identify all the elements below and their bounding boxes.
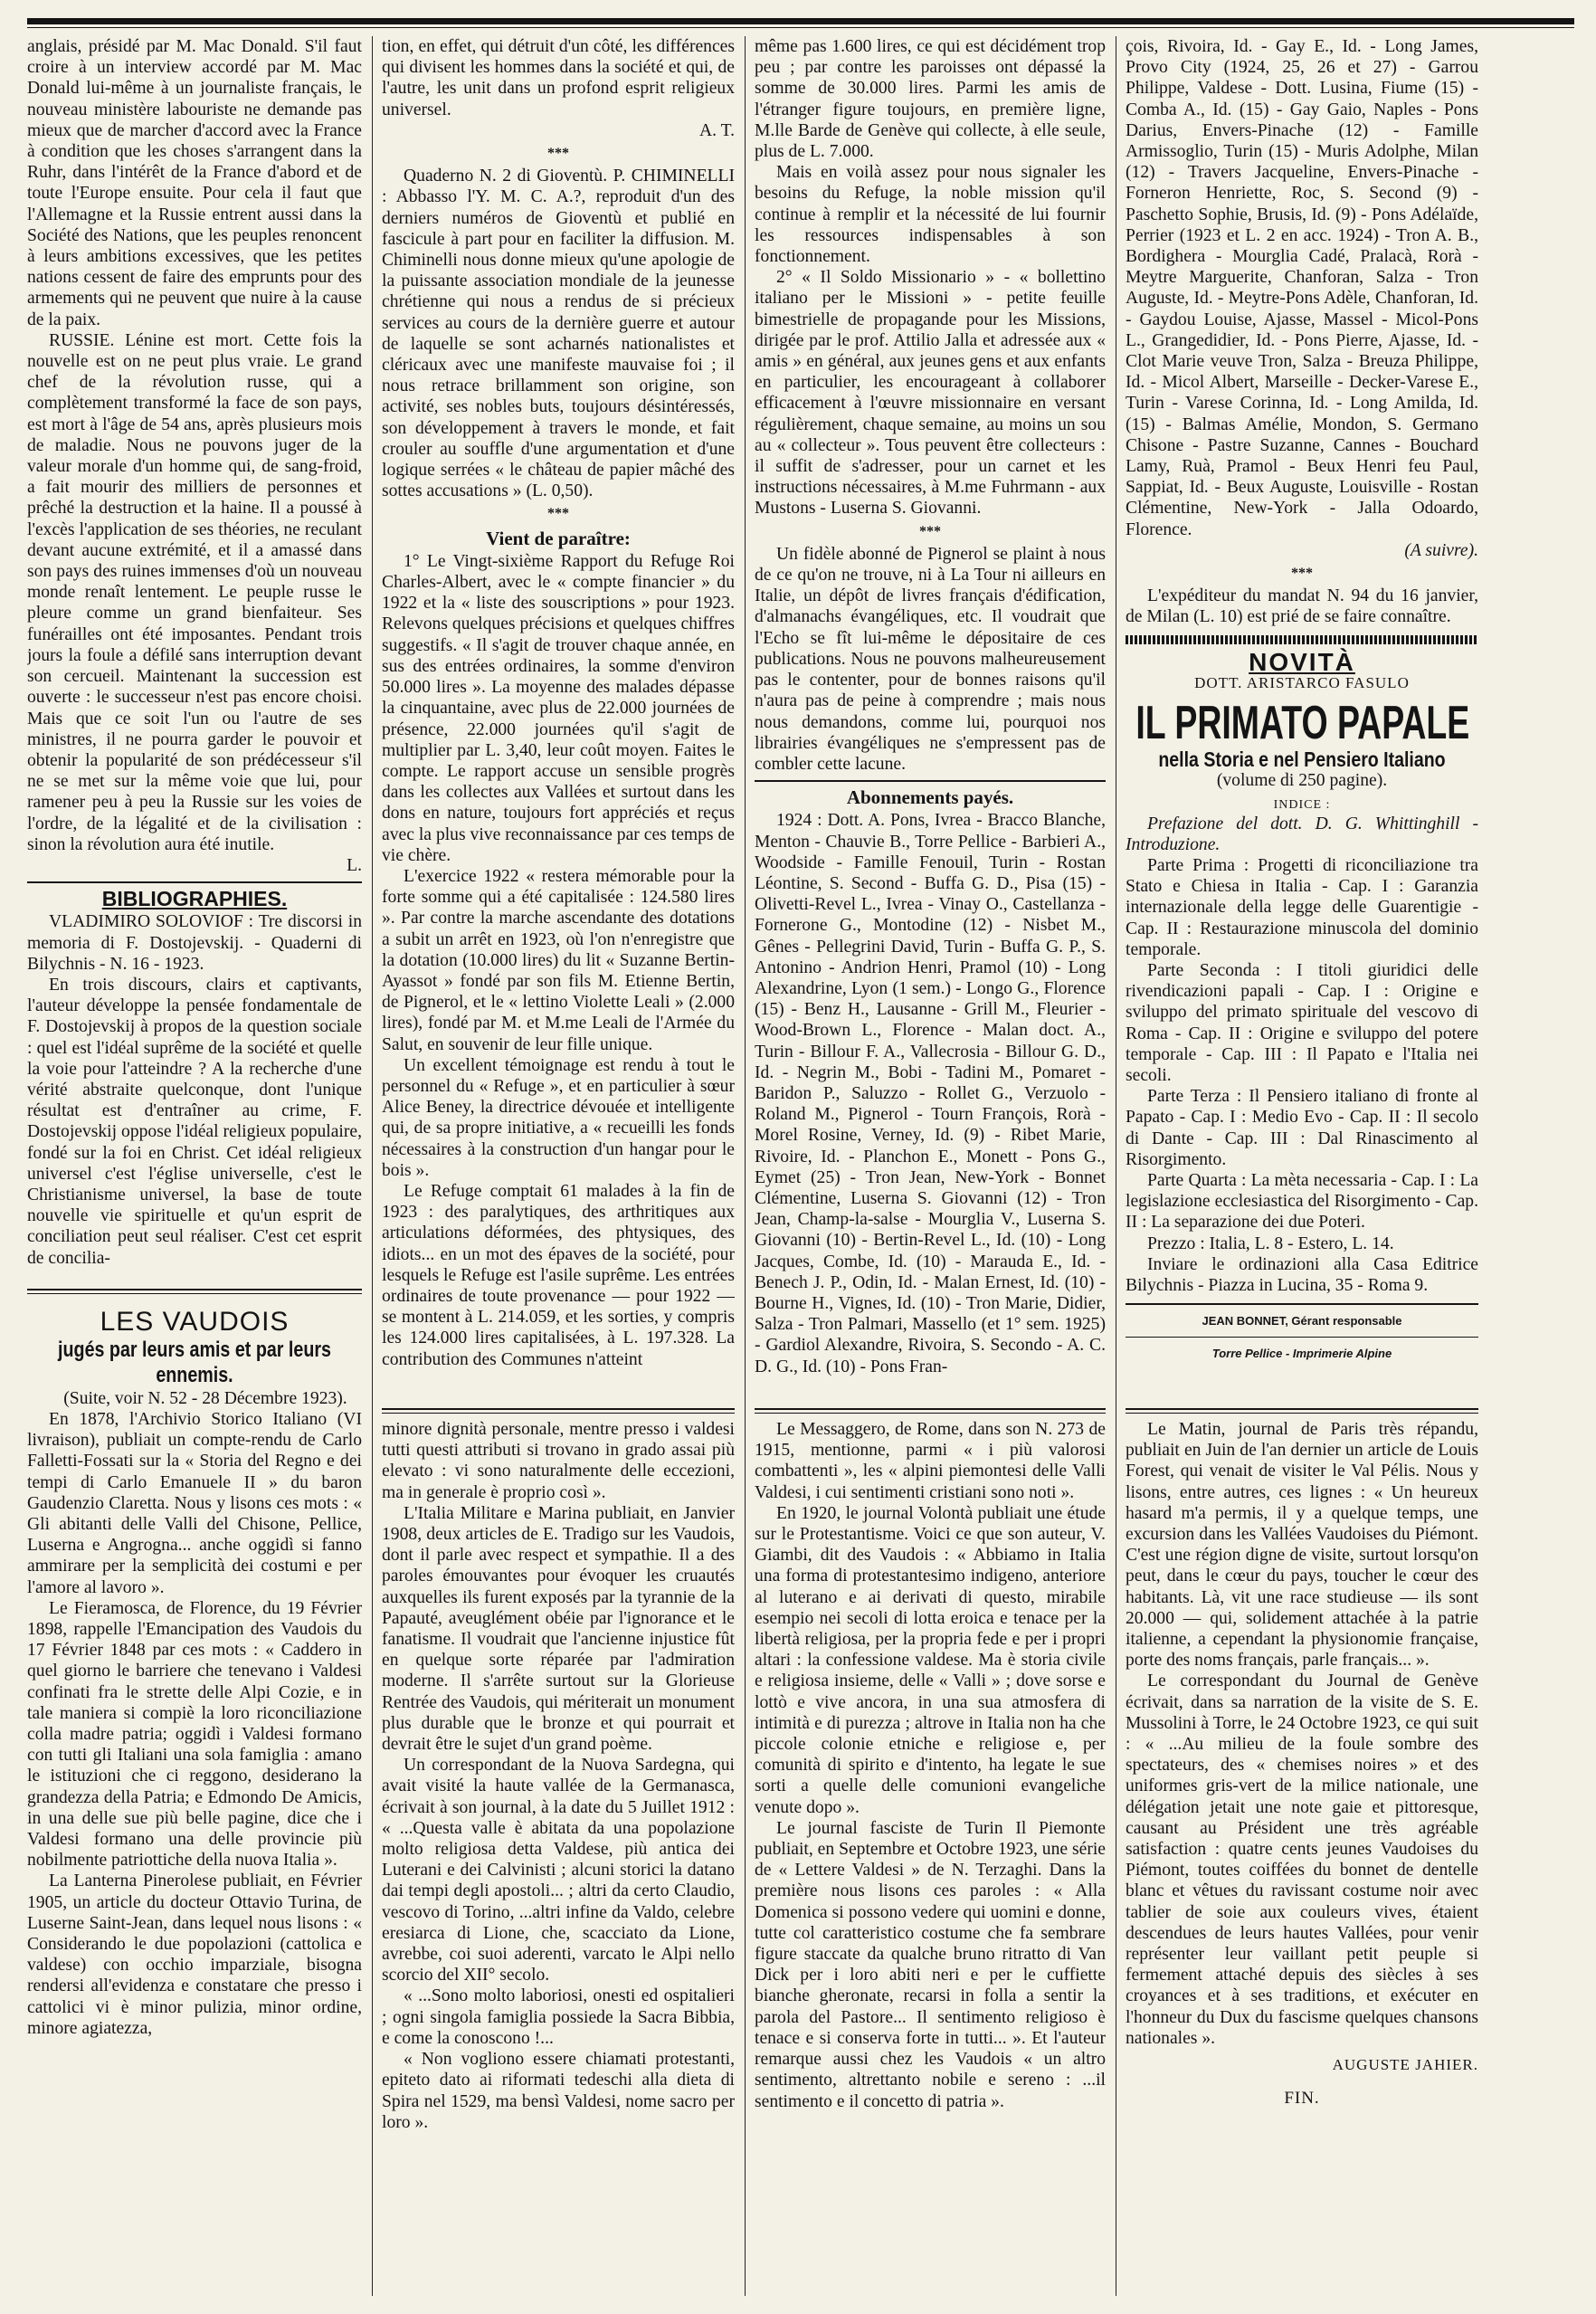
soldo-missionario-paragraph: 2° « Il Soldo Missionario » - « bollettino italiano per le Missioni » - petite feuille bimestrielle de propagande pour les Missions, dirigée par le prof. Attilio Jalla et adressée aux « amis » en général, aux jeunes gens et aux enfants en particulier, les encourageant à collaborer efficacement à l'œuvre missionnaire en versant régulièrement, chaque semaine, au moins un sou au « collecteur ». Tous peuvent être collecteurs : il suffit de s'adresser, pour un carnet et les instructions nécessaires, à M.me Fuhrmann - aux Mustons - Luserna S. Giovanni. xyxy=(755,268,1106,519)
refuge-paragraph: L'exercice 1922 « restera mémorable pour la forte somme qui a été capitalisée : 124.580 lires ». Par contre la marche ascendante des dotations a subit un arrêt en 1923, où l'on n'enregistre que la dotation (10.000 lires) du lit « Suzanne Bertin-Ayassot » fondé par son fils M. Etienne Bertin, de Pignerol, et le « lettino Violette Leali » (2.000 lires), fondé par M. et M.me Leali de l'Armée du Salut, en souvenir de leur fille unique. xyxy=(382,866,735,1054)
index-entry: Prefazione del dott. D. G. Whittinghill - Introduzione. xyxy=(1126,814,1478,854)
vaudois-paragraph: Le Messaggero, de Rome, dans son N. 273 de 1915, mentionne, parmi « i più valorosi combattenti », les « alpini piemontesi delle Valli Valdesi, i cui sentimenti cristiani sono noti ». xyxy=(755,1420,1106,1502)
vaudois-paragraph: En 1878, l'Archivio Storico Italiano (VI livraison), publiait un compte-rendu de Carlo Falletti-Fossati sur la « Storia del Regno e dei tempi di Carlo Emanuele II » du baron Gaudenzio Claretta. Nous y lisons ces mots : « Gli abitanti delle Valli del Chisone, Pellice, Luserna e Angrogna... anche oggidì si fanno ammirare per la semplicità dei costumi e per l'amore al lavoro ». xyxy=(27,1409,362,1597)
abonnements-heading: Abonnements payés. xyxy=(846,786,1014,809)
vaudois-subtitle: jugés par leurs amis et par leurs ennemis. xyxy=(58,1337,331,1387)
column-4-top xyxy=(1126,36,1478,1403)
abonnements-list: 1924 : Dott. A. Pons, Ivrea - Bracco Blanche, Menton - Chauvie B., Torre Pellice - Barbieri A., Woodside - Famille Fenouil, Turin - Rostan Léontine, S. Second - Buffa G. D., Pisa (15) - Olivetti-Revel L., Ivrea - Vinay O., Castellanza - Fornerone G., Montodine (12) - Nisbet M., Gênes - Pellegrini David, Turin - Buffa G. P., S. Antonino - Andrion Henri, Pramol (10) - Long Alexandrine, Lyon (1 sem.) - Longo G., Florence (15) - Benz H., Lausanne - Grill M., Fleurier - Wood-Brown L., Florence - Malan doct. A., Turin - Billour F. A., Vallecrosia - Billour G. D., Id. - Negrin M., Bobi - Tadini M., Pomaret - Baridon P., Saluzzo - Rollet G., Verzuolo - Roland M., Pignerol - Tourn François, Rorà - Morel Rosine, Verney, Id. (9) - Ribet Marie, Rivoire, Id. - Planchon E., Monett - Pons G., Eymet (25) - Tron Jean, New-York - Bonnet Clémentine, Luserna S. Giovanni (12) - Tron Jean, Champ-la-salse - Mourglia V., Luserna S. Giovanni (10) - Bertin-Revel L., Id. (10) - Long Jacques, Combe, Id. (10) - Marauda E., Id. - Benech J. P., Odin, Id. - Malan Ernest, Id. (10) - Bourne H., Vignes, Id. (10) - Tron Marie, Didier, Salza - Tron Palmari, Massello (et 1° sem. 1925) - Gardiol Alexandre, Rivoira, S. Secondo - A. C. D. G., Id. (10) - Pons Fran- xyxy=(755,811,1106,1376)
imprimerie-line: Torre Pellice - Imprimerie Alpine xyxy=(1211,1347,1392,1361)
section-rule xyxy=(1126,1303,1478,1305)
vient-de-paraitre-heading: Vient de paraître: xyxy=(486,527,631,549)
vaudois-paragraph: Le Matin, journal de Paris très répandu, publiait en Juin de l'an dernier un article de Louis Forest, qui venait de visiter le Val Pélis. Nous y lisons, entre autres, ces lignes : « Un heureux hasard m'a permis, il y a quelque temps, une excursion dans les Vallées Vaudoises du Piémont. C'est une région digne de visite, surtout lorsqu'on peut, dans le cœur du pays, toucher le cœur des habitants. Là, vit une race studieuse — ils sont 20.000 — qui, solidement attachée à la patrie italienne, a cependant la physionomie française, porte des noms français, parle français... ». xyxy=(1126,1420,1478,1671)
decorative-border xyxy=(1126,635,1478,644)
index-heading: INDICE : xyxy=(1273,797,1331,812)
bibliography-reference: VLADIMIRO SOLOVIOF : Tre discorsi in memoria di F. Dostojevskij. - Quaderni di Bilychnis - N. 16 - 1923. xyxy=(27,912,362,974)
pignerol-paragraph: Un fidèle abonné de Pignerol se plaint à nous de ce qu'on ne trouve, ni à La Tour ni ailleurs en Italie, un dépôt de livres français d'édification, d'almanachs évangéliques, etc. Il voudrait que l'Echo se fît lui-même le dépositaire de ces publications. Nous ne pouvons malheureusement pas le contenter, pour de bonnes raisons qu'il n'aura pas de peine à comprendre ; mais nous nous demandons, comme lui, pourquoi nos librairies évangéliques ne s'empressent pas de combler cette lacune. xyxy=(755,544,1106,774)
bibliography-continuation: tion, en effet, qui détruit d'un côté, les différences qui divisent les hommes dans la société et qui, de l'autre, les unit dans un profond esprit religieux universel. xyxy=(382,37,735,119)
vaudois-reference: (Suite, voir N. 52 - 28 Décembre 1923). xyxy=(63,1388,347,1408)
refuge-paragraph: Mais en voilà assez pour nous signaler les besoins du Refuge, la noble mission qu'il continue à remplir et la nécessité de lui fournir les ressources indispensables à son fonctionnement. xyxy=(755,163,1106,267)
column-4 xyxy=(1126,36,1478,2296)
quaderno-review: Quaderno N. 2 di Gioventù. P. CHIMINELLI : Abbasso l'Y. M. C. A.?, reproduit d'un des derniers numéros de Gioventù et publié en fascicule à part pour en faciliter la diffusion. M. Chiminelli nous donne mieux qu'une apologie de la puissante association mondiale de la jeunesse chrétienne qui nous a rendus de si précieux services au cours de la dernière guerre et autour de laquelle se sont acharnés nationalistes et cléricaux avec une manifeste mauvaise foi ; il nous retrace brillamment son origine, son activité, ses nobles buts, toujours désintéressés, son développement à travers le monde, et fait crouler au souffle d'une argumentation et d'une logique serrées « le château de papier mâché des sottes accusations » (L. 0,50). xyxy=(382,167,735,501)
column-3-top xyxy=(755,36,1106,1403)
section-rule xyxy=(27,881,362,883)
gerant-line: JEAN BONNET, Gérant responsable xyxy=(1202,1314,1402,1328)
vaudois-paragraph: Le journal fasciste de Turin Il Piemonte publiait, en Septembre et Octobre 1923, une série de « Lettere Valdesi » de N. Terzaghi. Dans la première nous lisons ces paroles : « Alla Domenica si possono vedere qui uomini e donne, tutte col caratteristico costume che fa sembrare figure staccate da qualche bruno ritratto di Van Dick per i loro abiti neri e per le cuffiette bianche gheronate, recarsi in folla a sentir la parola del Pastore... Il sentimento religioso è tenace e si conserva forte in tutti... ». Et l'auteur remarque aussi chez les Vaudois « un altro sentimento, altrettanto nobile e sereno : ...il sentimento e il concetto di patria ». xyxy=(755,1818,1106,2111)
abonnements-continuation: çois, Rivoira, Id. - Gay E., Id. - Long James, Provo City (1924, 25, 26 et 27) - Garrou Philippe, Valdese - Dott. Lusina, Fiume (15) - Comba A., Id. (15) - Gay Gaio, Naples - Pons Darius, Envers-Pinache (12) - Famille Armissoglio, Turin (15) - Muris Adolphe, Milan (12) - Travers Jacqueline, Envers-Pinache - Forneron Henriette, Roc, S. Second (9) - Paschetto Sophie, Brusis, Id. (9) - Pons Adélaïde, Perrier (1923 et L. 2 en acc. 1924) - Tron A. B., Bordighera - Mourglia Cadé, Pralacà, Rorà - Meytre Marguerite, Chanforan, Salza - Tron Auguste, Id. - Meytre-Pons Adèle, Chanforan, Id. - Gaydou Louise, Ajasse, Massel - Micol-Pons L., Grangedidier, Id. - Pons Pierre, Ajasse, Id. - Clot Marie veuve Tron, Salza - Breuza Philippe, Id. - Micol Albert, Marseille - Decker-Varese E., Turin - Varese Corinna, Id. - Long Amilda, Id. (15) - Balmas Amélie, Mondon, S. Germano Chisone - Pastre Suzanne, Cannes - Bouchard Lamy, Ruà, Pramol - Beux Henri feu Paul, Sappiat, Id. - Beux Auguste, Louisville - Rostan Clémentine, New-York - Jalla Odoardo, Florence. xyxy=(1126,37,1478,539)
column-3 xyxy=(755,36,1106,2296)
vaudois-paragraph: La Lanterna Pinerolese publiait, en Février 1905, un article du docteur Ottavio Turina, de Luserne Saint-Jean, dans lequel nous lisons : « Considerando le due popolazioni (cattolica e valdese) con occhio imparziale, bisogna rendersi all'evidenza e constatare che presso i cattolici vi è minor pulizia, minor ordine, minore agiatezza, xyxy=(27,1871,362,2038)
column-2-top xyxy=(382,36,735,1403)
book-subtitle: nella Storia e nel Pensiero Italiano xyxy=(1158,748,1446,772)
index-entry: Parte Terza : Il Pensiero italiano di fronte al Papato - Cap. I : Medio Evo - Cap. II : Il secolo di Dante - Cap. III : Dal Rinascimento al Risorgimento. xyxy=(1126,1087,1478,1169)
index-entry: Parte Quarta : La mèta necessaria - Cap. I : La legislazione ecclesiastica del Risorgimento - Cap. II : La separazione dei due Poteri. xyxy=(1126,1170,1478,1233)
index-entry: Parte Seconda : I titoli giuridici delle rivendicazioni papali - Cap. I : Origine e sviluppo del primato spirituale del vescovo di Roma - Cap. II : Origine e sviluppo del potere temporale - Cap. III : Il Papato e l'Italia nei secoli. xyxy=(1126,960,1478,1085)
refuge-paragraph: Un excellent témoignage est rendu à tout le personnel du « Refuge », et en particulier à sœur Alice Beney, la directrice dévouée et intelligente qui, de sa propre initiative, a « recueilli les fonds nécessaires à la construction d'un hangar pour le bois ». xyxy=(382,1055,735,1180)
author-signature: AUGUSTE JAHIER. xyxy=(1332,2056,1478,2074)
book-orders: Inviare le ordinazioni alla Casa Editrice Bilychnis - Piazza in Lucina, 35 - Roma 9. xyxy=(1126,1254,1478,1295)
vaudois-paragraph: Un correspondant de la Nuova Sardegna, qui avait visité la haute vallée de la Germanasca, écrivait à son journal, à la date du 5 Juillet 1912 : « ...Questa valle è abitata da una popolazione molto religiosa detta Valdese, più antica dei Luterani e dei Calvinisti ; alcuni storici la datano dai tempi degli apostoli... ; altri da certo Claudio, vescovo di Torino, ...altri infine da Valdo, celebre eresiarca di Lione, che, scacciato da Lione, avrebbe, coi suoi aderenti, varcato le Alpi nello scorcio del XII° secolo. xyxy=(382,1756,735,1985)
column-2 xyxy=(382,36,735,2296)
vaudois-paragraph: Le Fieramosca, de Florence, du 19 Février 1898, rappelle l'Emancipation des Vaudois du 17 Février 1848 par ces mots : « Caddero in quel giorno le barriere che tenevano i Valdesi confinati fra le strette delle Alpi Cozie, e in tale maniera si compiè la loro riconciliazione colla madre patria; oggidì i Valdesi formano con tutti gli Italiani una sola famiglia : amano le istituzioni che ci reggono, desiderano la grandezza della Patria; e Edmondo De Amicis, in una delle sue più belle pagine, dice che i Valdesi formano una delle provincie più nobilmente patriottiche della nuova Italia ». xyxy=(27,1598,362,1871)
section-rule xyxy=(755,1408,1106,1414)
fin-marker: FIN. xyxy=(1284,2089,1320,2109)
separator-stars: *** xyxy=(547,146,569,162)
expediteur-notice: L'expéditeur du mandat N. 94 du 16 janvier, de Milan (L. 10) est prié de se faire connaître. xyxy=(1126,586,1478,627)
vaudois-paragraph: En 1920, le journal Volontà publiait une étude sur le Protestantisme. Voici ce que son auteur, V. Giambi, dit des Vaudois : « Abbiamo in Italia una forma di protestantesimo indigeno, anteriore al luterano e ai derivati di questo, mirabile esempio nei secoli di lotta eroica e tenace per la libertà religiosa, per la propria fede e per i propri altari : la confessione valdese. Ma è storia civile e religiosa insieme, delle « Valli » ; dove sorse e lottò e vive ancora, in una sua atmosfera di intimità e di purezza ; altrove in Italia non ha che piccole colonie etniche e religiose e, per comunità di spirito e d'intento, ha legate le sue sorti a quelle delle comunioni evangeliche venute dopo ». xyxy=(755,1503,1106,1817)
vaudois-paragraph: Le correspondant du Journal de Genève écrivait, dans sa narration de la visite de S. E. Mussolini à Torre, le 24 Octobre 1923, ce qui suit : « ...Au milieu de la foule sombre des spectateurs, des « chemises noires » et des uniformes gris-vert de la milice nationale, une délégation jetait une note gaie et pittoresque, causant au Président une très agréable satisfaction : quatre cents jeunes Vaudoises du Piémont, toutes coiffées du bonnet de dentelle blanc et vêtues du ravissant costume noir avec tablier de soie aux couleurs vives, étaient descendues de leurs hautes Vallées, pour venir représenter leur vaillant petit peuple si fermement attaché depuis des siècles à ses croyances et à ses traditions, et exécuter en l'honneur du Dux du fascisme quelques chansons nationales ». xyxy=(1126,1671,1478,2048)
section-rule xyxy=(382,1408,735,1414)
bibliographies-heading: BIBLIOGRAPHIES. xyxy=(101,887,288,911)
vaudois-paragraph: « ...Sono molto laboriosi, onesti ed ospitalieri ; ogni singola famiglia possiede la Sacra Bibbia, e come la conoscono !... xyxy=(382,1986,735,2048)
book-price: Prezzo : Italia, L. 8 - Estero, L. 14. xyxy=(1147,1233,1394,1253)
separator-stars: *** xyxy=(547,506,569,522)
article-russie: RUSSIE. Lénine est mort. Cette fois la nouvelle est on ne peut plus vraie. Le grand chef de la révolution russe, qui a complètement transformé la face de son pays, est mort à l'âge de 54 ans, après plusieurs mois de maladie. Nous ne pouvons juger de la valeur morale d'un homme qui, de sang-froid, a fait mourir des milliers de personnes et prêché la destruction et la haine. Il a poussé à l'excès l'application de ses théories, ne reculant devant aucune extrémité, et il a amassé dans son pays des ruines immenses d'où un nouveau monde renaît lentement. Le peuple russe le pleure comme un grand bienfaiteur. Ses funérailles ont été imposantes. Pendant trois jours la foule a défilé sans interruption devant son cercueil. Maintenant la succession est ouverte : le successeur n'est pas encore choisi. Mais que ce soit l'un ou l'autre de ses ministres, il ne pourra garder le pouvoir et obtenir la popularité de son prédécesseur s'il ne se met sur la même voie que lui, pour ramener peu à peu la Russie sur les voies de l'ordre, de la légalité et de la civilisation : sinon la révolution aura été inutile. xyxy=(27,330,362,854)
refuge-paragraph: Le Refuge comptait 61 malades à la fin de 1923 : des paralytiques, des arthritiques aux articulations déformées, des phtysiques, des idiots... en un mot des épaves de la société, pour lesquels le Refuge est l'asile suprême. Les entrées ordinaires de toute provenance — pour 1922 — se montent à L. 214.059, et les sorties, y compris les 124.000 lires capitalisées, à L. 197.328. La contribution des Communes n'atteint xyxy=(382,1181,735,1369)
article-signature: L. xyxy=(347,855,362,875)
column-separator xyxy=(745,36,746,2296)
section-rule xyxy=(27,1289,362,1294)
section-rule xyxy=(1126,1337,1478,1338)
article-labour-continuation: anglais, présidé par M. Mac Donald. S'il faut croire à un interview accordé par M. Mac Donald lui-même à un journaliste français, le nouveau ministère labouriste ne demande pas mieux que de marcher d'accord avec la France à condition que les choses s'arrangent dans la Ruhr, dans l'intérêt de la France d'abord et de toute l'Europe ensuite. Pour cela il faut que l'Allemagne et la Russie entrent aussi dans la Société des Nations, que les peuples renoncent à leurs ambitions excessives, que les petites nations cessent de faire des emprunts pour des armements qui ne peuvent que nuire à la cause de la paix. xyxy=(27,37,362,329)
section-rule xyxy=(1126,1408,1478,1414)
article-signature: A. T. xyxy=(698,120,735,140)
book-volume: (volume di 250 pagine). xyxy=(1216,771,1388,791)
book-title: IL PRIMATO PAPALE xyxy=(1135,697,1470,750)
separator-stars: *** xyxy=(1291,566,1313,582)
refuge-continuation: même pas 1.600 lires, ce qui est décidément trop peu ; par contre les paroisses ont dépassé la somme de 30.000 lires. Parmi les amis de l'étranger figure toujours, en première ligne, M.lle Barde de Genève qui collecte, à elle seule, plus de L. 7.000. xyxy=(755,37,1106,162)
book-author: DOTT. ARISTARCO FASULO xyxy=(1194,673,1410,691)
column-separator xyxy=(372,36,373,2296)
bibliography-review: En trois discours, clairs et captivants, l'auteur développe la pensée fondamentale de F. Dostojevskij à propos de la question sociale : quel est l'idéal suprême de la société et quelle la voie pour l'atteindre ? A la recherche d'une vérité abstraite quelconque, dont l'unique résultat est d'entraîner au crime, F. Dostojevskij oppose l'idéal religieux populaire, fondé sur la foi en Christ. Cet idéal religieux universel c'est l'église universelle, c'est le Christianisme universel, la base de toute nouvelle vie spirituelle et qu'un esprit de conciliation peut seul réaliser. C'est cet esprit de concilia- xyxy=(27,975,362,1268)
section-rule xyxy=(755,780,1106,782)
vaudois-paragraph: minore dignità personale, mentre presso i valdesi tutti questi attributi si trovano in grado assai più elevato : vi sono naturalmente delle eccezioni, ma in generale è proprio così ». xyxy=(382,1420,735,1502)
refuge-paragraph: 1° Le Vingt-sixième Rapport du Refuge Roi Charles-Albert, avec le « compte financier » du 1922 et la « liste des souscriptions » pour 1923. Relevons quelques précisions et quelques chiffres suggestifs. « Il s'agit de trouver chaque année, en sus des entrées ordinaires, la somme d'environ 50.000 lires ». La moyenne des malades dépasse la cinquantaine, avec plus de 22.000 journées de présence, 22.000 journées qu'il s'agit de multiplier par L. 3,40, leur coût moyen. Faites le compte. Le rapport accuse un sensible progrès dans les collectes aux Vallées et surtout dans les dons en nature, toujours fort appréciés et reçus avec la plus vive reconnaissance par ces temps de vie chère. xyxy=(382,551,735,865)
novita-heading: NOVITÀ xyxy=(1249,647,1355,676)
column-1 xyxy=(27,36,362,2296)
vaudois-paragraph: « Non vogliono essere chiamati protestanti, epiteto dato ai riformati tedeschi alla dieta di Spira nel 1529, ma bensì Valdesi, nome sacro per loro ». xyxy=(382,2050,735,2132)
separator-stars: *** xyxy=(919,523,941,539)
vaudois-title: LES VAUDOIS xyxy=(100,1306,290,1337)
top-rule xyxy=(27,18,1574,24)
top-rule-thin xyxy=(27,27,1574,28)
a-suivre: (A suivre). xyxy=(1404,540,1478,560)
vaudois-paragraph: L'Italia Militare e Marina publiait, en Janvier 1908, deux articles de E. Tradigo sur les Vaudois, dont il parle avec respect et sympathie. Il a des paroles émouvantes pour évoquer les cruautés auxquelles ils furent exposés par la tyrannie de la Papauté, aveuglément obéie par l'ignorance et le fanatisme. Il voudrait que l'ancienne injustice fût en quelque sorte réparée par l'admiration moderne. Il s'arrête surtout sur la Glorieuse Rentrée des Vaudois, qui mériterait un monument plus durable que le bronze et qui pourrait et devrait être le sujet d'un grand poème. xyxy=(382,1503,735,1755)
index-entry: Parte Prima : Progetti di riconciliazione tra Stato e Chiesa in Italia - Cap. I : Garanzia internazionale della legge delle Guarentigie - Cap. II : Restaurazione minuscola del dominio temporale. xyxy=(1126,855,1478,959)
